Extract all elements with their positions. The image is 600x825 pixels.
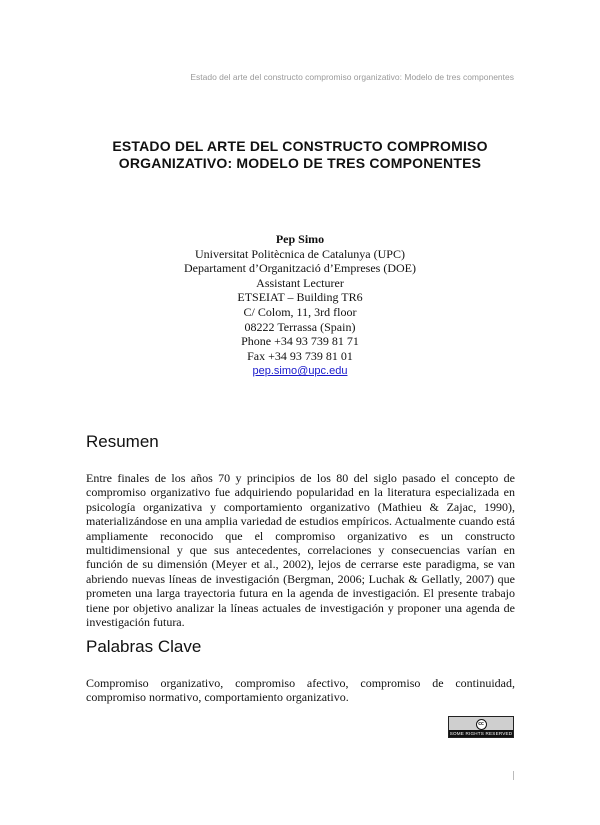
author-name: Pep Simo xyxy=(275,232,325,246)
license-label: SOME RIGHTS RESERVED xyxy=(449,731,513,736)
affiliation-line: C/ Colom, 11, 3rd floor xyxy=(243,304,357,319)
running-header: Estado del arte del constructo compromiso organizativo: Modelo de tres componentes xyxy=(190,72,514,82)
cc-icon-row xyxy=(449,717,513,731)
affiliation-line: ETSEIAT – Building TR6 xyxy=(237,290,363,305)
affiliation-line: Departament d’Organització d’Empreses (DOE) xyxy=(183,261,417,276)
paper-title xyxy=(60,138,540,172)
creative-commons-badge[interactable] xyxy=(448,716,514,738)
resumen-text: Entre finales de los años 70 y principios de los 80 del siglo pasado el concepto de compromiso organizativo fue adquiriendo popularidad en la literatura especializada en psicología organizativa y comportamiento organizativo (Mathieu & Zajac, 1990), materializándose en una amplia variedad de estudios empíricos. Actualmente cuando está ampliamente reconocido que el compromiso organizativo es un constructo multidimensional y que sus antecedentes, correlaciones y consecuencias varían en función de su dimensión (Meyer et al., 2002), lejos de cerrarse este paradigma, se van abriendo nuevas líneas de investigación (Bergman, 2006; Luchak & Gellatly, 2007) que prometen una larga trayectoria futura en la agenda de investigación. El presente trabajo tiene por objetivo analizar la líneas actuales de investigación y proponer una agenda de investigación futura. xyxy=(86,471,515,630)
palabras-clave-heading: Palabras Clave xyxy=(86,637,202,656)
cc-icon: cc xyxy=(476,719,487,730)
title-line-2: ORGANIZATIVO: MODELO DE TRES COMPONENTES xyxy=(118,155,482,171)
affiliation-line: Phone +34 93 739 81 71 xyxy=(241,334,359,349)
title-line-1: ESTADO DEL ARTE DEL CONSTRUCTO COMPROMISO xyxy=(112,138,488,154)
author-email-link[interactable]: pep.simo@upc.edu xyxy=(252,365,348,378)
page-number-mark xyxy=(513,771,514,780)
resumen-heading: Resumen xyxy=(86,432,159,451)
affiliation-line: Fax +34 93 739 81 01 xyxy=(247,348,353,363)
affiliation-line: Universitat Politècnica de Catalunya (UPC) xyxy=(195,246,405,261)
author-block xyxy=(100,232,500,379)
affiliation-line: 08222 Terrassa (Spain) xyxy=(244,319,356,334)
palabras-clave-text: Compromiso organizativo, compromiso afectivo, compromiso de continuidad, compromiso normativo, comportamiento organizativo. xyxy=(86,676,515,705)
affiliation-line: Assistant Lecturer xyxy=(256,275,344,290)
